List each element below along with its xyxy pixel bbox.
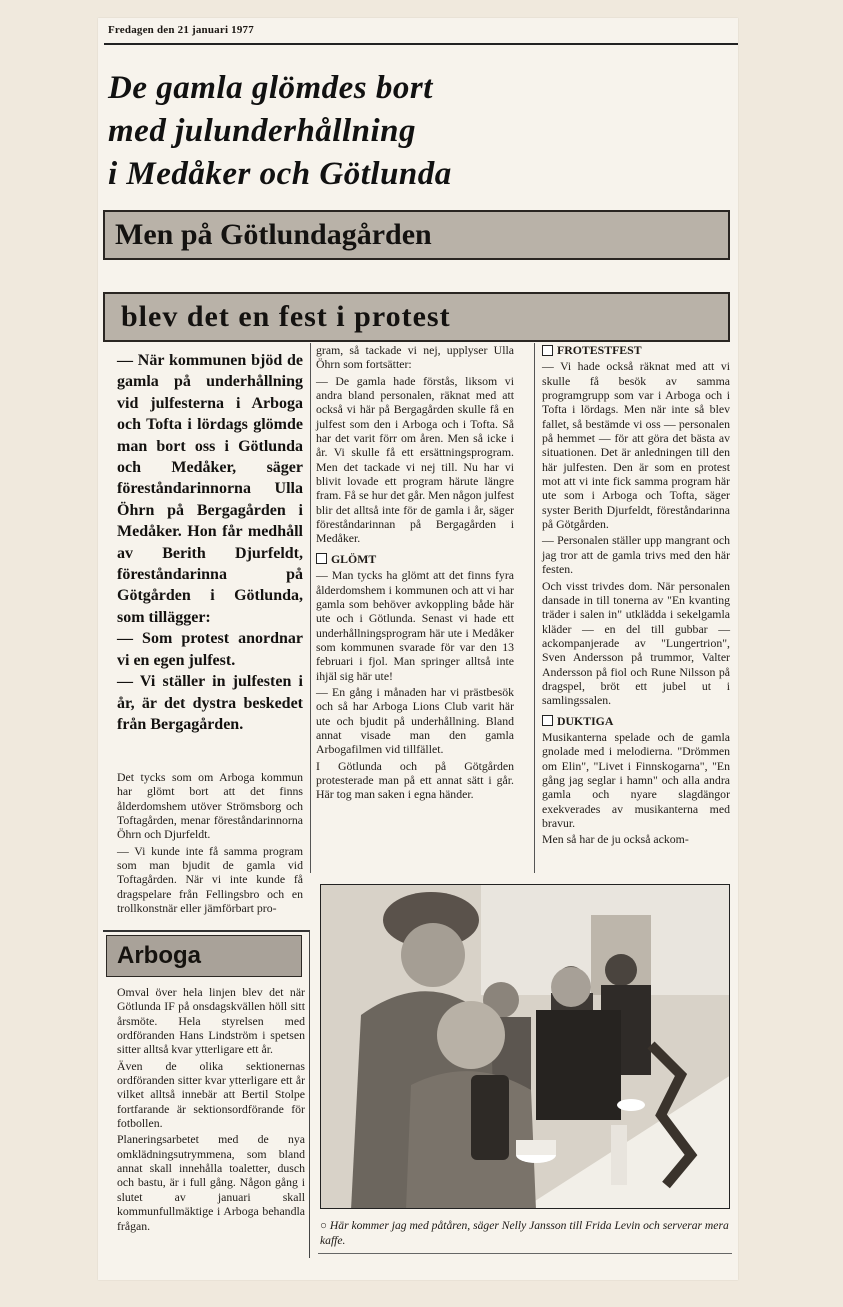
body-paragraph: Musikanterna spelade och de gamla gnolade med i melodierna. "Drömmen om Elin", "Livet i Finnskogarna", "En gång jag seglar i hamn" och alla andra gamla och nyare slagdängor exekverades av musikanterna med bravur.	[542, 729, 730, 830]
lead-text	[117, 350, 303, 735]
headline	[108, 67, 718, 196]
lead-paragraph: — Som protest anordnar vi en egen julfest.	[117, 630, 303, 669]
headline-line-2: med julunderhållning	[108, 113, 417, 149]
body-paragraph: Omval över hela linjen blev det när Götlunda IF på onsdagskvällen höll sitt årsmöte. Hela styrelsen med ordföranden Hans Lindström i spetsen sitter alltså kvar ytterligare ett år.	[117, 985, 305, 1057]
arboga-body	[117, 985, 305, 1235]
body-paragraph: Även de olika sektionernas ordföranden sitter kvar ytterligare ett år vilket alltså innebär att Bertil Stolpe fortfarande är sektionsordförande för fotbollen.	[117, 1058, 305, 1131]
subhead-label: GLÖMT	[331, 551, 377, 566]
body-paragraph: — Personalen ställer upp mangrant och jag tror att de gamla trivs med den här festen.	[542, 533, 730, 577]
photo-illustration	[321, 885, 730, 1209]
lead-paragraph: — Vi ställer in julfesten i år, är det dystra beskedet från Bergagården.	[117, 673, 303, 733]
column-1-body	[117, 770, 303, 917]
column-divider	[534, 343, 535, 873]
body-paragraph: — De gamla hade förstås, liksom vi andra bland personalen, räknat med att också vi här på Bergagården skulle få en julfest som den i Arboga och i Tofta. Så har det varit förr om åren. Men så icke i år. Vi skulle få ett ersättningsprogram. Men det tackade vi nej till. Nu har vi blivit lovade ett program härute längre fram. Få se hur det går. Men någon julfest blir det alltså inte för de gamla i år, säger föreståndarinnan på Bergagården i Medåker.	[316, 373, 514, 546]
body-paragraph: — Man tycks ha glömt att det finns fyra ålderdomshem i kommunen och att vi har gamla som behöver avkoppling både här ute och i Götlunda. Senast vi hade ett underhållningsprogram här ute i Medåker som kommunen svarade för var den 13 februari i fjol. Man springer alltså inte ihjäl sig här ute!	[316, 568, 514, 683]
subhead-label: FROTESTFEST	[557, 343, 642, 357]
checkbox-square-icon	[542, 715, 553, 726]
headline-line-1: De gamla glömdes bort	[108, 70, 433, 106]
banner-second: blev det en fest i protest	[103, 292, 730, 342]
body-paragraph: — Vi hade också räknat med att vi skulle få besök av samma programgrupp som var i Arboga och i Tofta i lördags. Men när inte så blev fallet, så bestämde vi oss — personalen på hemmet — för att göra det bästa av situationen. Det är anledningen till den här julfesten. Den är som en protest mot att vi inte fick samma program här ute som i Arboga och Tofta, säger syster Berith Djurfeldt, föreståndarinna på Götgården.	[542, 359, 730, 532]
checkbox-square-icon	[316, 553, 327, 564]
dateline: Fredagen den 21 januari 1977	[108, 24, 254, 36]
body-paragraph: gram, så tackade vi nej, upplyser Ulla Öhrn som fortsätter:	[316, 343, 514, 372]
subhead-glomt	[316, 552, 514, 566]
caption-rule	[318, 1253, 732, 1254]
top-rule	[104, 43, 738, 45]
arboga-heading: Arboga	[106, 935, 302, 977]
body-paragraph: Men så har de ju också ackom-	[542, 832, 689, 847]
body-paragraph: I Götlunda och på Götgården protesterade man på ett annat sätt i går. Här tog man saken i egna händer.	[316, 758, 514, 802]
body-paragraph: — En gång i månaden har vi prästbesök och så har Arboga Lions Club varit här ute och bjudit på underhållning. Bland annat visade man den gamla Arbogafilmen vid tillfället.	[316, 684, 514, 757]
body-paragraph: — Vi kunde inte få samma program som man bjudit de gamla vid Toftagården. När vi inte kunde få dragspelare från Fellingsbro och en trollkonstnär eller jämförbart pro-	[117, 843, 303, 916]
column-2	[316, 343, 514, 804]
photo-caption: ○ Här kommer jag med påtåren, säger Nelly Jansson till Frida Levin och serverar mera kaffe.	[320, 1219, 729, 1247]
headline-line-3: i Medåker och Götlunda	[108, 156, 452, 192]
subhead-frotestfest	[542, 343, 730, 357]
subhead-duktiga	[542, 714, 730, 728]
subhead-label: DUKTIGA	[557, 713, 614, 728]
body-paragraph: Planeringsarbetet med de nya omklädningsutrymmena, som bland annat skall innehålla toaletter, dusch och bastu, är i full gång. Någon gång i slutet av januari skall kommunfullmäktige i Arboga behandla frågan.	[117, 1132, 305, 1233]
lead-paragraph: — När kommunen bjöd de gamla på underhållning vid julfesterna i Arboga och Tofta i lördags glömde man bort oss i Götlunda och Medåker, säger föreståndarinnorna Ulla Öhrn på Bergagården i Medåker. Hon får medhåll av Berith Djurfeldt, föreståndarinna på Götgården i Götlunda, som tillägger:	[117, 352, 303, 626]
column-3	[542, 343, 730, 849]
checkbox-square-icon	[542, 345, 553, 356]
column-divider	[310, 343, 311, 873]
body-paragraph: Och visst trivdes dom. När personalen dansade in till tonerna av "En kvanting träder i salen in" utklädda i sekelgamla kläder — en del till gubbar — ackompanjerade av "Lungertrion", Sven Andersson på trummor, Valter Andersson på fiol och Rune Nilsson på dragspel, bröt ett jubel ut i samlingssalen.	[542, 578, 730, 708]
body-paragraph: Det tycks som om Arboga kommun har glömt bort att det finns ålderdomshem utöver Strömsborg och Toftagården, menar föreståndarinnorna Öhrn och Djurfeldt.	[117, 770, 303, 842]
banner-first: Men på Götlundagården	[103, 210, 730, 260]
news-photo	[320, 884, 730, 1209]
